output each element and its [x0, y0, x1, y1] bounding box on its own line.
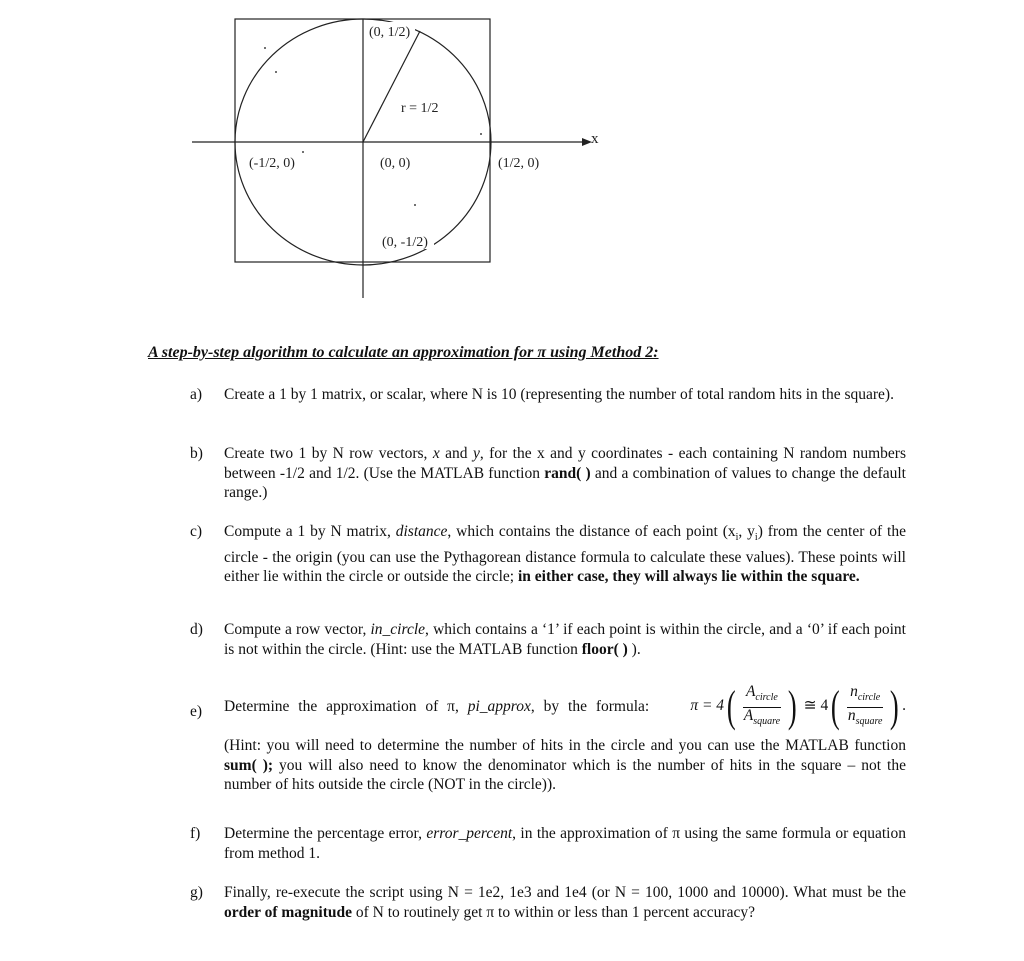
label-origin: (0, 0) — [380, 156, 411, 171]
sample-point — [414, 204, 416, 206]
label-bottom-point: (0, -1/2) — [382, 235, 428, 250]
step-text: Determine the approximation of π, pi_approx, by the formula: π = 4( $\frac{A_{circle}}{A_{square}}$ ) ≅ 4( $\frac{n_{circle}}{n_{square}}$ ) . (Hint: you will need to determine the number of hits in the circle and you can use the MATLAB function sum( ); you will also need to know the denominator which is the number of hits in the square – not the number of hits outside the circle (NOT in the circle)). — [224, 682, 906, 793]
step-label: b) — [190, 445, 203, 462]
label-right-point: (1/2, 0) — [498, 156, 540, 171]
radius-line — [363, 31, 420, 142]
step-label: g) — [190, 884, 203, 901]
step-text: Determine the percentage error, error_percent, in the approximation of π using the same formula or equation from method 1. — [224, 825, 906, 862]
label-left-point: (-1/2, 0) — [249, 156, 295, 171]
sample-point — [302, 151, 304, 153]
sample-point — [275, 71, 277, 73]
step-label: a) — [190, 386, 203, 403]
step-text: Compute a 1 by N matrix, distance, which contains the distance of each point ($x_i$, $y_i$) from the center of the circle - the origin (you can use the Pythagorean distance formula to calculate these values). These points will either lie within the circle or outside the circle; in either case, they will always lie within the square. — [224, 523, 906, 586]
step-text: Finally, re-execute the script using N = 1e2, 1e3 and 1e4 (or N = 100, 1000 and 10000). What must be the order of magnitude of N to routinely get π to within or less than 1 percent accuracy? — [224, 884, 906, 921]
step-label: d) — [190, 621, 203, 638]
step-e-hint: (Hint: you will need to determine the number of hits in the circle and you can use the MATLAB function sum( ); you will also need to know the denominator which is the number of hits in the square – not the number of hits outside the circle (NOT in the circle)). — [224, 737, 906, 793]
sample-point — [264, 47, 266, 49]
label-x-axis: x — [591, 131, 599, 147]
label-radius: r = 1/2 — [401, 101, 439, 116]
step-text: Create a 1 by 1 matrix, or scalar, where N is 10 (representing the number of total random hits in the square). — [224, 386, 894, 403]
step-label: c) — [190, 523, 203, 540]
pi-formula: π = 4( $\frac{A_{circle}}{A_{square}}$ ) ≅ 4( $\frac{n_{circle}}{n_{square}}$ ) . — [690, 682, 906, 731]
step-label: f) — [190, 825, 201, 842]
unit-circle-diagram — [0, 0, 1024, 330]
sample-point — [480, 133, 482, 135]
label-top-point: (0, 1/2) — [369, 25, 411, 40]
step-text: Compute a row vector, in_circle, which contains a ‘1’ if each point is within the circle, and a ‘0’ if each point is not within the circle. (Hint: use the MATLAB function floor( ) ). — [224, 621, 906, 658]
section-heading: A step-by-step algorithm to calculate an approximation for π using Method 2: — [148, 344, 659, 361]
step-text: Create two 1 by N row vectors, x and y, for the x and y coordinates - each containing N random numbers between -1/2 and 1/2. (Use the MATLAB function rand( ) and a combination of values to change the default range.) — [224, 445, 906, 501]
step-label: e) — [190, 703, 203, 720]
